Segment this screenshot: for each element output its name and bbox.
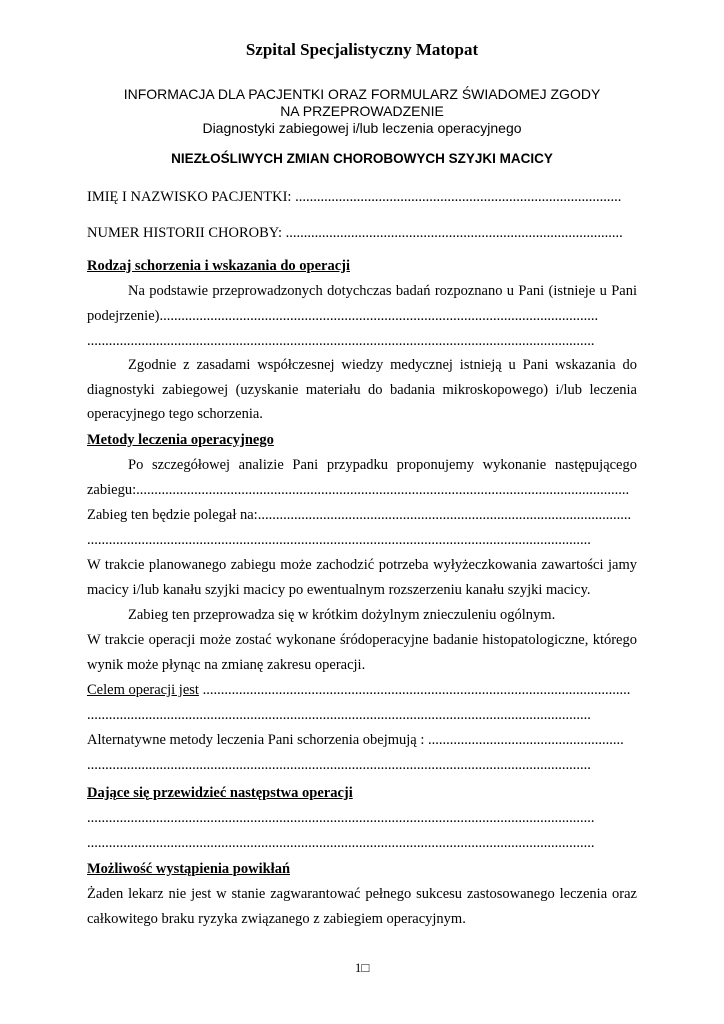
goal-dots: ...................................................................................................................... [198, 682, 631, 698]
goal-line [87, 682, 630, 699]
paragraph-line: W trakcie planowanego zabiegu może zachodzić potrzeba wyłyżeczkowania zawartości jamy [87, 557, 637, 573]
dotted-line: ............................................................................................................................................ [87, 333, 595, 349]
patient-name-field: IMIĘ I NAZWISKO PACJENTKI: .......................................................................................... [87, 189, 622, 205]
section-heading-complications: Możliwość wystąpienia powikłań [87, 861, 291, 877]
dotted-line: ............................................................................................................................................ [87, 810, 595, 826]
section-heading-methods: Metody leczenia operacyjnego [87, 432, 274, 448]
title-line-2: NA PRZEPROWADZENIE [280, 103, 444, 119]
page-glyph: □ [361, 960, 370, 975]
section-heading-diagnosis: Rodzaj schorzenia i wskazania do operacji [87, 258, 350, 274]
section-heading-consequences: Dające się przewidzieć następstwa operacji [87, 785, 353, 801]
paragraph-line: całkowitego braku ryzyka związanego z zabiegiem operacyjnym. [87, 911, 466, 927]
title-line-3: Diagnostyki zabiegowej i/lub leczenia operacyjnego [202, 120, 522, 136]
paragraph-line: diagnostyki zabiegowej (uzyskanie materiału do badania mikroskopowego) i/lub leczenia [87, 382, 637, 398]
paragraph-line: W trakcie operacji może zostać wykonane śródoperacyjne badanie histopatologiczne, którego [87, 632, 637, 648]
dotted-line: ........................................................................................................................................... [87, 532, 591, 548]
paragraph-line: Po szczegółowej analizie Pani przypadku proponujemy wykonanie następującego [128, 457, 637, 473]
paragraph-line: Zgodnie z zasadami współczesnej wiedzy medycznej istnieją u Pani wskazania do [128, 357, 637, 373]
paragraph-line: Żaden lekarz nie jest w stanie zagwarantować pełnego sukcesu zastosowanego leczenia oraz [87, 886, 637, 902]
dotted-line: ............................................................................................................................................ [87, 835, 595, 851]
page-number-value: 1 [354, 960, 362, 975]
paragraph-line: Zabieg ten przeprowadza się w krótkim dożylnym znieczuleniu ogólnym. [128, 607, 556, 623]
paragraph-line: operacyjnego tego schorzenia. [87, 406, 263, 422]
paragraph-line: podejrzenie)......................................................................................................................... [87, 308, 599, 324]
title-line-1: INFORMACJA DLA PACJENTKI ORAZ FORMULARZ ŚWIADOMEJ ZGODY [123, 86, 601, 102]
dotted-line: ........................................................................................................................................... [87, 757, 591, 773]
goal-label: Celem operacji jest [87, 682, 199, 698]
paragraph-line: Na podstawie przeprowadzonych dotychczas badań rozpoznano u Pani (istnieje u Pani [128, 283, 637, 299]
paragraph-line: Zabieg ten będzie polegał na:....................................................................................................... [87, 507, 632, 523]
hospital-name: Szpital Specjalistyczny Matopat [245, 40, 479, 59]
paragraph-line: Alternatywne metody leczenia Pani schorzenia obejmują : ...................................................... [87, 732, 624, 748]
page-number [0, 960, 724, 976]
paragraph-line: wynik może płynąc na zmianę zakresu operacji. [87, 657, 366, 673]
paragraph-line: zabiegu:........................................................................................................................................ [87, 482, 630, 498]
subject-title: NIEZŁOŚLIWYCH ZMIAN CHOROBOWYCH SZYJKI MACICY [171, 151, 553, 166]
record-number-field: NUMER HISTORII CHOROBY: ............................................................................................. [87, 225, 623, 241]
dotted-line: ........................................................................................................................................... [87, 707, 591, 723]
paragraph-line: macicy i/lub kanału szyjki macicy po ewentualnym rozszerzeniu kanału szyjki macicy. [87, 582, 591, 598]
